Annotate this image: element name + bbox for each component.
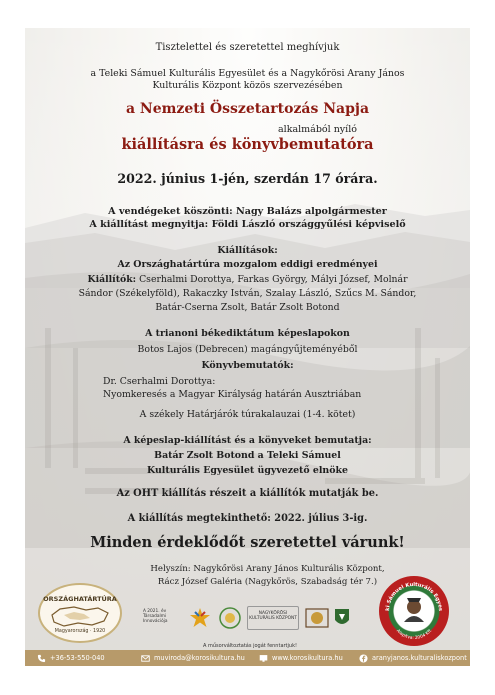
book-title-2: A székely Határjárók túrakalauzai (1-4. kötet) <box>139 409 356 420</box>
logo-left-title: ORSZÁGHATÁRTÚRA <box>43 595 117 603</box>
phone-number: +36-53-550-040 <box>50 654 105 662</box>
exhibitors-list <box>25 273 470 315</box>
logo-left-subtitle: Magyarország · 1920 <box>54 629 106 634</box>
exhibitors-line-2: Sándor (Székelyföld), Rakaczky István, Szalay László, Szűcs M. Sándor, <box>78 288 417 299</box>
footer-facebook[interactable] <box>359 650 467 666</box>
star-icon <box>187 606 213 630</box>
viewable-until: A kiállítás megtekinthető: 2022. július 3-ig. <box>127 513 368 524</box>
speakers-block <box>25 205 470 231</box>
landscape-background <box>25 28 470 651</box>
sponsor-logos <box>143 606 353 632</box>
footer-website[interactable] <box>259 650 343 666</box>
exhibition-title: kiállításra és könyvbemutatóra <box>121 136 374 153</box>
oht-note: Az OHT kiállítás részeit a kiállítók mutatják be. <box>116 488 379 499</box>
exhibitors-line-3: Batár-Cserna Zsolt, Batár Zsolt Botond <box>155 302 340 313</box>
email-address: muviroda@korosikultura.hu <box>154 654 245 662</box>
welcome-all: Minden érdeklődőt szeretettel várunk! <box>90 534 405 551</box>
event-date: 2022. június 1-jén, szerdán 17 órára. <box>117 171 378 186</box>
star-logo <box>187 606 213 630</box>
venue-line-1: Helyszín: Nagykőrösi Arany János Kulturális Központ, <box>150 564 385 574</box>
organizers-line-1: a Teleki Sámuel Kulturális Egyesület és a Nagykőrösi Arany János <box>90 68 405 79</box>
intro-text: Tisztelettel és szeretettel meghívjuk <box>155 42 340 53</box>
contact-footer <box>25 650 470 666</box>
logo-right-subtitle: Alapítva: 2004 Kft <box>395 628 434 642</box>
book-presentation-1 <box>103 375 361 401</box>
orszaghatartura-logo <box>38 583 122 643</box>
facebook-page: aranyjanos.kulturaliskozpont <box>372 654 467 662</box>
venue-line-2: Rácz József Galéria (Nagykőrös, Szabadság tér 7.) <box>157 577 378 587</box>
small-crest-logo <box>333 606 351 630</box>
envelope-icon <box>141 654 150 663</box>
portrait-icon <box>404 598 424 622</box>
invitation-poster <box>25 28 470 651</box>
organizers-text <box>25 68 470 92</box>
presenter-block <box>25 433 470 478</box>
teleki-emblem <box>379 576 449 646</box>
phone-icon <box>37 654 46 663</box>
presenter-line-3: Kulturális Egyesület ügyvezető elnöke <box>147 465 348 476</box>
footer-email[interactable] <box>141 650 245 666</box>
postcards-exhibition: A trianoni békediktátum képeslapokon <box>145 328 350 339</box>
website-url: www.korosikultura.hu <box>272 654 343 662</box>
exhibitors-line-1 <box>45 273 450 287</box>
crest-icon <box>333 606 351 630</box>
round-emblem-logo <box>217 606 243 630</box>
emblem-icon <box>217 606 243 630</box>
facebook-icon <box>359 654 368 663</box>
footer-phone[interactable] <box>37 650 105 666</box>
occasion-text: alkalmából nyíló <box>278 124 357 135</box>
cultural-center-logo: NAGYKŐRÖSI KULTURÁLIS KÖZPONT <box>247 606 299 630</box>
collection-credit: Botos Lajos (Debrecen) magángyűjteményéből <box>137 344 358 355</box>
presenter-line-2: Batár Zsolt Botond a Teleki Sámuel <box>154 450 341 461</box>
exhibitions-main-title: Az Országhatártúra mozgalom eddigi eredményei <box>117 259 378 270</box>
books-heading: Könyvbemutatók: <box>201 360 294 371</box>
social-innovation-logo: A 2021. év Társadalmi Innovációja <box>143 609 168 624</box>
logo-right-name: ki Sámuel Kulturális Egyes <box>384 581 444 612</box>
teleki-samuel-logo <box>379 576 449 646</box>
presenter-line-1: A képeslap-kiállítást és a könyveket bemutatja: <box>123 435 372 446</box>
exhibitors-label: Kiállítók: <box>87 274 137 285</box>
rosette-icon <box>303 606 331 630</box>
monitor-icon <box>259 654 268 663</box>
exhibitors-names-1: Cserhalmi Dorottya, Farkas György, Mályi József, Molnár <box>139 274 408 285</box>
welcome-speaker: A vendégeket köszönti: Nagy Balázs alpolgármester <box>108 206 387 217</box>
exhibitions-heading: Kiállítások: <box>217 245 278 256</box>
rosette-logo <box>303 606 331 630</box>
svg-text:Alapítva: 2004 Kft <box>395 628 433 641</box>
book-title-1: Nyomkeresés a Magyar Királyság határán Ausztriában <box>103 389 362 400</box>
hungary-map-icon <box>40 601 120 631</box>
copyright-note: A műsorváltoztatás jogát fenntartjuk! <box>203 643 297 649</box>
opening-speaker: A kiállítást megnyitja: Földi László országgyűlési képviselő <box>89 219 406 230</box>
book-author: Dr. Cserhalmi Dorottya: <box>103 376 216 387</box>
organizers-line-2: Kulturális Központ közös szervezésében <box>152 80 343 91</box>
event-title: a Nemzeti Összetartozás Napja <box>125 101 370 117</box>
